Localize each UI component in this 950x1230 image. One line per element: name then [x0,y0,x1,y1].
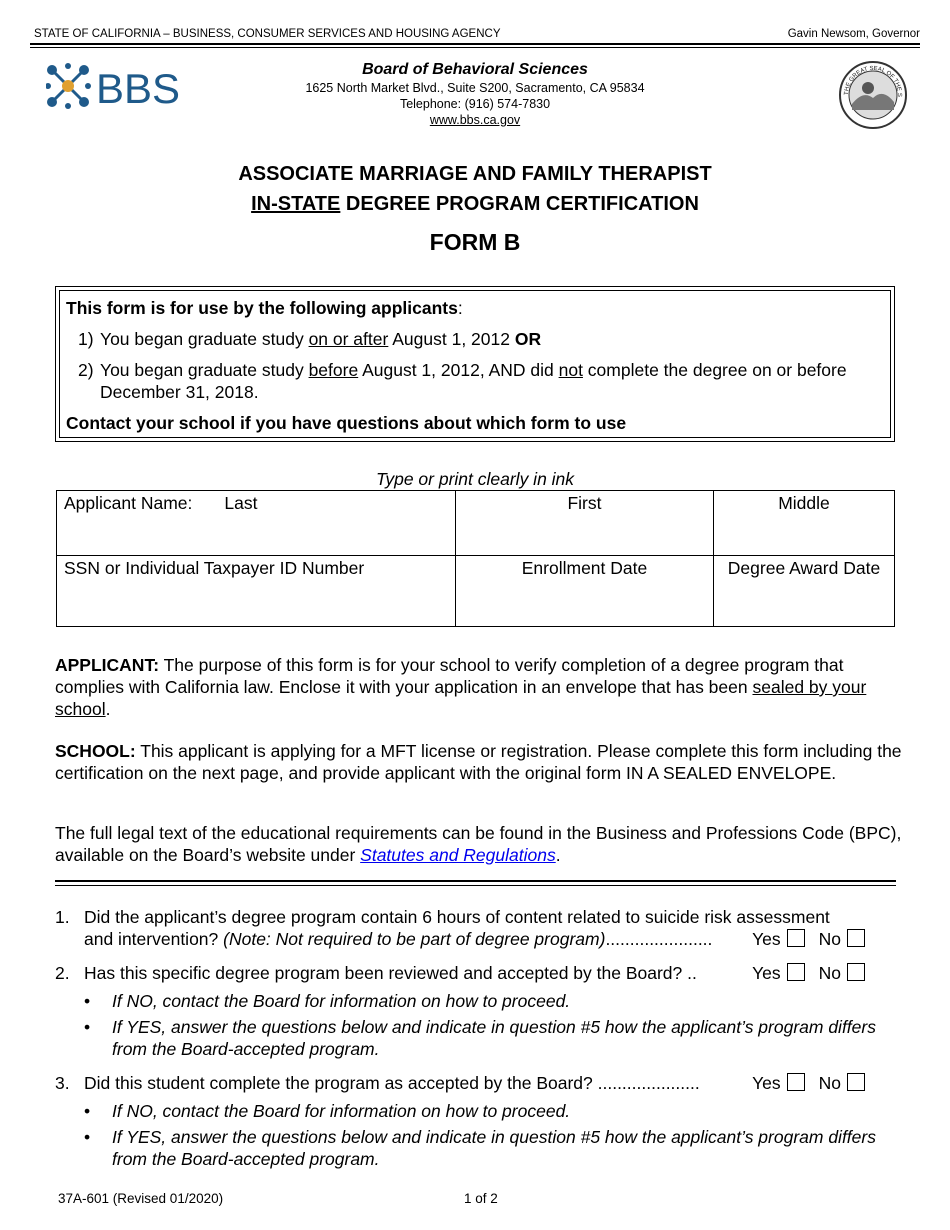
q1-note: (Note: Not required to be part of degree program) [223,929,606,949]
contact-school-note: Contact your school if you have questions about which form to use [66,413,627,433]
item-2-b: August 1, 2012, AND did [358,360,559,380]
applicants-box [55,286,895,442]
q2-bullet-no-text: If NO, contact the Board for information on how to proceed. [112,991,571,1011]
enrollment-date-cell[interactable] [456,556,714,627]
question-3-text: Did this student complete the program as accepted by the Board? ..................... [84,1073,700,1093]
applicants-heading [66,297,463,319]
applicant-info-table [56,490,895,627]
state-seal [838,60,908,130]
agency-header: STATE OF CALIFORNIA – BUSINESS, CONSUMER SERVICES AND HOUSING AGENCY [34,28,501,40]
item-2-num: 2) [78,360,94,380]
applicant-item-1 [78,328,850,350]
question-2-bullets [55,990,895,1060]
board-info [250,60,700,128]
question-2 [55,962,895,986]
page-number: 1 of 2 [464,1191,498,1206]
question-3-number: 3. [55,1073,70,1093]
applicant-item-2 [78,359,850,403]
middle-name-cell[interactable] [714,491,895,556]
item-1-a: You began graduate study [100,329,309,349]
applicant-name-cell[interactable] [57,491,456,556]
title-in-state: IN-STATE [251,193,341,215]
q2-bullet-yes: • If YES, answer the questions below and indicate in question #5 how the applicant’s program differs from the Board-accepted program. [84,1017,876,1059]
applicant-name-label: Applicant Name: [64,493,193,513]
question-3-answers [752,1072,865,1094]
q1-no-checkbox[interactable] [847,929,865,947]
item-2-not: not [558,360,583,380]
section-divider [55,880,896,882]
title-line2-rest: DEGREE PROGRAM CERTIFICATION [340,193,699,215]
item-2-a: You began graduate study [100,360,309,380]
form-number: 37A-601 (Revised 01/2020) [58,1191,224,1206]
applicant-paragraph [55,654,905,720]
question-2-number: 2. [55,963,70,983]
governor-header: Gavin Newsom, Governor [787,28,920,40]
q2-bullet-no: • If NO, contact the Board for information on how to proceed. [84,991,571,1011]
legal-end: . [555,845,561,865]
q3-yes-label: Yes [752,1073,781,1093]
form-title-line1: ASSOCIATE MARRIAGE AND FAMILY THERAPIST [238,163,712,185]
school-text: This applicant is applying for a MFT license or registration. Please complete this form including the certification on the next page, and provide applicant with the original form IN A SEALED ENVELOPE. [55,741,902,783]
q3-bullet-no-text: If NO, contact the Board for information on how to proceed. [112,1101,571,1121]
q1-line2-text: and intervention? [84,929,224,949]
question-2-text: Has this specific degree program been reviewed and accepted by the Board? .. [84,963,697,983]
board-website-link[interactable]: www.bbs.ca.gov [429,113,521,127]
header-rule [30,43,920,45]
question-1 [55,906,895,952]
q3-no-label: No [818,1073,841,1093]
legal-text: The full legal text of the educational requirements can be found in the Business and Professions Code (BPC), available on the Board’s website under [55,823,902,865]
question-1-number: 1. [55,907,70,927]
applicants-heading-colon: : [457,298,463,318]
seal-text: THE GREAT SEAL OF THE S [843,65,903,97]
q2-no-label: No [818,963,841,983]
q1-no-label: No [818,929,841,949]
logo-text: BBS [96,65,181,110]
applicant-text: The purpose of this form is for your school to verify completion of a degree program that complies with California law. Enclose it with your application in an envelope that has been [55,655,844,697]
question-3-bullets [55,1100,895,1170]
bbs-logo-icon [46,62,206,110]
item-2-c: complete the degree on or before December 31, 2018. [100,360,847,402]
q2-yes-checkbox[interactable] [787,963,805,981]
statutes-regulations-link[interactable]: Statutes and Regulations [360,845,556,865]
school-paragraph [55,740,905,784]
type-print-instruction: Type or print clearly in ink [375,469,575,489]
middle-name-label: Middle [778,493,830,513]
q3-bullet-yes: • If YES, answer the questions below and indicate in question #5 how the applicant’s program differs from the Board-accepted program. [84,1127,876,1169]
board-telephone: Telephone: (916) 574-7830 [399,97,551,111]
bbs-logo [46,62,206,110]
q1-yes-checkbox[interactable] [787,929,805,947]
item-1-num: 1) [78,329,94,349]
item-1-underlined: on or after [308,329,389,349]
q3-bullet-yes-text: If YES, answer the questions below and indicate in question #5 how the applicant’s program differs from the Board-accepted program. [112,1127,876,1169]
ssn-label: SSN or Individual Taxpayer ID Number [64,558,365,578]
applicant-end: . [105,699,111,719]
applicant-label: APPLICANT: [55,655,160,675]
q2-yes-label: Yes [752,963,781,983]
board-name: Board of Behavioral Sciences [362,61,588,78]
board-address: 1625 North Market Blvd., Suite S200, Sacramento, CA 95834 [305,81,645,95]
form-title-form-b: FORM B [429,229,521,255]
first-name-cell[interactable] [456,491,714,556]
q3-no-checkbox[interactable] [847,1073,865,1091]
q1-yes-label: Yes [752,929,781,949]
degree-award-date-label: Degree Award Date [727,558,881,578]
question-1-answers [752,928,865,950]
section-divider-thin [55,885,896,886]
q1-dots: ...................... [605,929,713,949]
item-1-b: August 1, 2012 [388,329,515,349]
school-label: SCHOOL: [55,741,136,761]
sealed-by-school: sealed by your school [55,677,867,719]
first-name-label: First [567,493,602,513]
california-seal-icon [838,60,908,130]
enrollment-date-label: Enrollment Date [521,558,648,578]
legal-paragraph [55,822,905,866]
q2-no-checkbox[interactable] [847,963,865,981]
question-2-answers [752,962,865,984]
question-3 [55,1072,895,1096]
header-rule-thin [30,47,920,48]
form-title-line2 [0,193,950,216]
q3-bullet-no: • If NO, contact the Board for information on how to proceed. [84,1101,571,1121]
applicants-heading-text: This form is for use by the following applicants [66,298,458,318]
degree-award-date-cell[interactable] [714,556,895,627]
q2-bullet-yes-text: If YES, answer the questions below and indicate in question #5 how the applicant’s program differs from the Board-accepted program. [112,1017,876,1059]
item-1-or: OR [514,329,542,349]
question-1-line1: Did the applicant’s degree program contain 6 hours of content related to suicide risk assessment [84,907,830,927]
item-2-before: before [308,360,359,380]
ssn-cell[interactable] [57,556,456,627]
q3-yes-checkbox[interactable] [787,1073,805,1091]
last-name-label: Last [224,493,258,513]
